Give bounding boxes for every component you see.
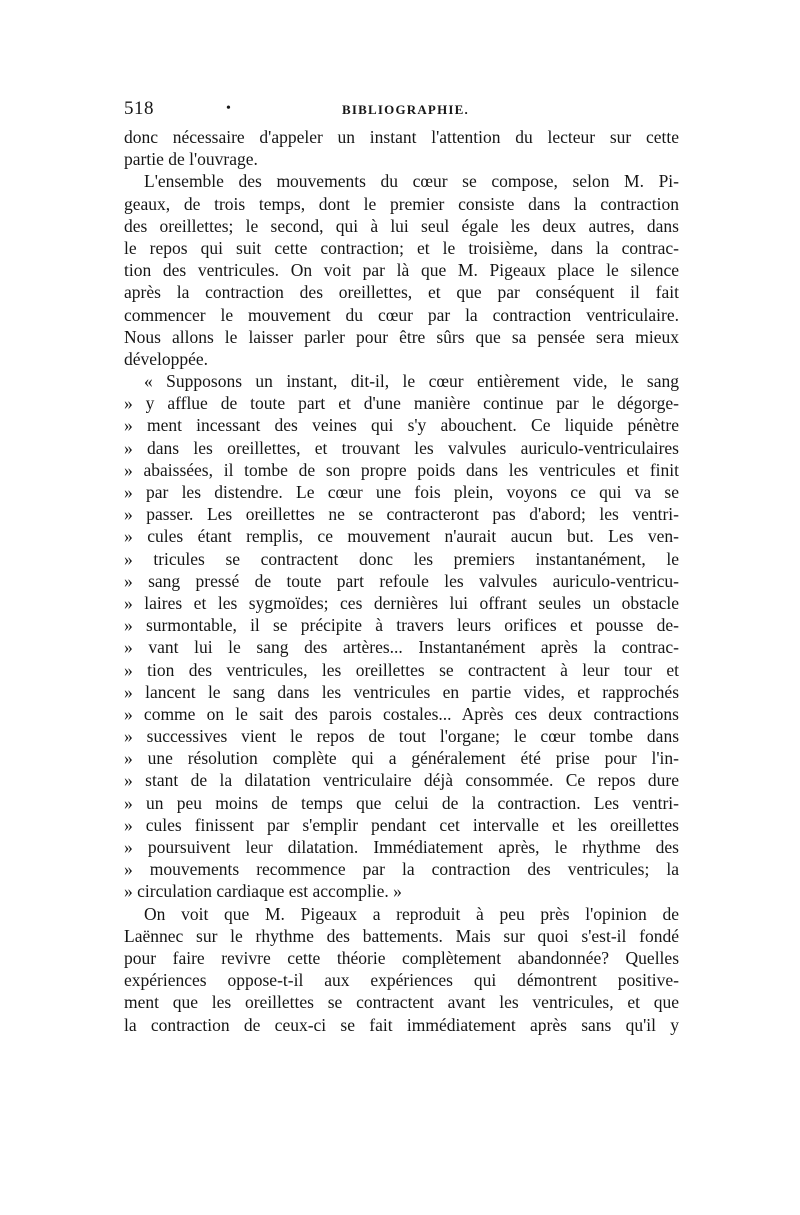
text-line: pour faire revivre cette théorie complètement abandonnée? Quelles (124, 947, 679, 968)
text-line: » stant de la dilatation ventriculaire déjà consommée. Ce repos dure (124, 770, 679, 791)
text-line: la contraction de ceux-ci se fait immédiatement après sans qu'il y (124, 1014, 679, 1035)
text-line: après la contraction des oreillettes, et que par conséquent il fait (124, 282, 679, 303)
page-header (124, 98, 679, 126)
text-line: donc nécessaire d'appeler un instant l'attention du lecteur sur cette (124, 127, 679, 147)
text-line: des oreillettes; le second, qui à lui seul égale les deux autres, dans (124, 215, 679, 236)
running-title: BIBLIOGRAPHIE. (342, 102, 469, 117)
page-number: 518 (124, 98, 154, 119)
text-line: geaux, de trois temps, dont le premier consiste dans la contraction (124, 193, 679, 214)
text-line: » abaissées, il tombe de son propre poids dans les ventricules et finit (124, 459, 679, 480)
text-line: » circulation cardiaque est accomplie. » (124, 881, 402, 902)
text-line: tion des ventricules. On voit par là que M. Pigeaux place le silence (124, 260, 679, 281)
text-line: » vant lui le sang des artères... Instantanément après la contrac- (124, 637, 679, 658)
text-line: commencer le mouvement du cœur par la contraction ventriculaire. (124, 304, 679, 325)
text-line: On voit que M. Pigeaux a reproduit à peu près l'opinion de (144, 903, 679, 924)
text-line: » ment incessant des veines qui s'y abouchent. Ce liquide pénètre (124, 415, 679, 436)
text-line: » poursuivent leur dilatation. Immédiatement après, le rhythme des (124, 837, 679, 857)
text-line: » surmontable, il se précipite à travers leurs orifices et pousse de- (124, 615, 679, 636)
text-line: Laënnec sur le rhythme des battements. Mais sur quoi s'est-il fondé (124, 925, 679, 946)
text-line: » sang pressé de toute part refoule les valvules auriculo-ventricu- (124, 570, 679, 591)
text-line: » une résolution complète qui a généralement été prise pour l'in- (124, 748, 679, 769)
text-line: » successives vient le repos de tout l'organe; le cœur tombe dans (124, 726, 679, 747)
text-line: L'ensemble des mouvements du cœur se compose, selon M. Pi- (144, 171, 679, 192)
header-dot: • (226, 101, 231, 116)
text-line: » passer. Les oreillettes ne se contracteront pas d'abord; les ventri- (124, 504, 679, 525)
text-line: » cules finissent par s'emplir pendant cet intervalle et les oreillettes (124, 814, 679, 835)
text-line: développée. (124, 348, 209, 369)
text-line: » cules étant remplis, ce mouvement n'aurait aucun but. Les ven- (124, 526, 679, 547)
text-line: » tricules se contractent donc les premiers instantanément, le (124, 548, 679, 569)
text-line: » comme on le sait des parois costales... Après ces deux contractions (124, 703, 679, 724)
text-line: expériences oppose-t-il aux expériences qui démontrent positive- (124, 970, 679, 991)
text-line: partie de l'ouvrage. (124, 149, 258, 170)
book-page (124, 98, 679, 1036)
text-line: ment que les oreillettes se contractent avant les ventricules, et que (124, 992, 679, 1013)
text-line: » laires et les sygmoïdes; ces dernières lui offrant seules un obstacle (124, 592, 679, 613)
text-line: le repos qui suit cette contraction; et le troisième, dans la contrac- (124, 237, 679, 258)
text-line: » y afflue de toute part et d'une manière continue par le dégorge- (124, 393, 679, 414)
text-line: » mouvements recommence par la contraction des ventricules; la (124, 859, 679, 880)
text-line: » lancent le sang dans les ventricules en partie vides, et rapprochés (124, 681, 679, 702)
text-line: Nous allons le laisser parler pour être sûrs que sa pensée sera mieux (124, 326, 679, 347)
text-line: « Supposons un instant, dit-il, le cœur entièrement vide, le sang (144, 371, 679, 392)
text-line: » un peu moins de temps que celui de la contraction. Les ventri- (124, 792, 679, 813)
text-line: » par les distendre. Le cœur une fois plein, voyons ce qui va se (124, 482, 679, 502)
text-line: » dans les oreillettes, et trouvant les valvules auriculo-ventriculaires (124, 437, 679, 458)
body-text (124, 126, 679, 1036)
text-line: » tion des ventricules, les oreillettes se contractent à leur tour et (124, 659, 679, 680)
